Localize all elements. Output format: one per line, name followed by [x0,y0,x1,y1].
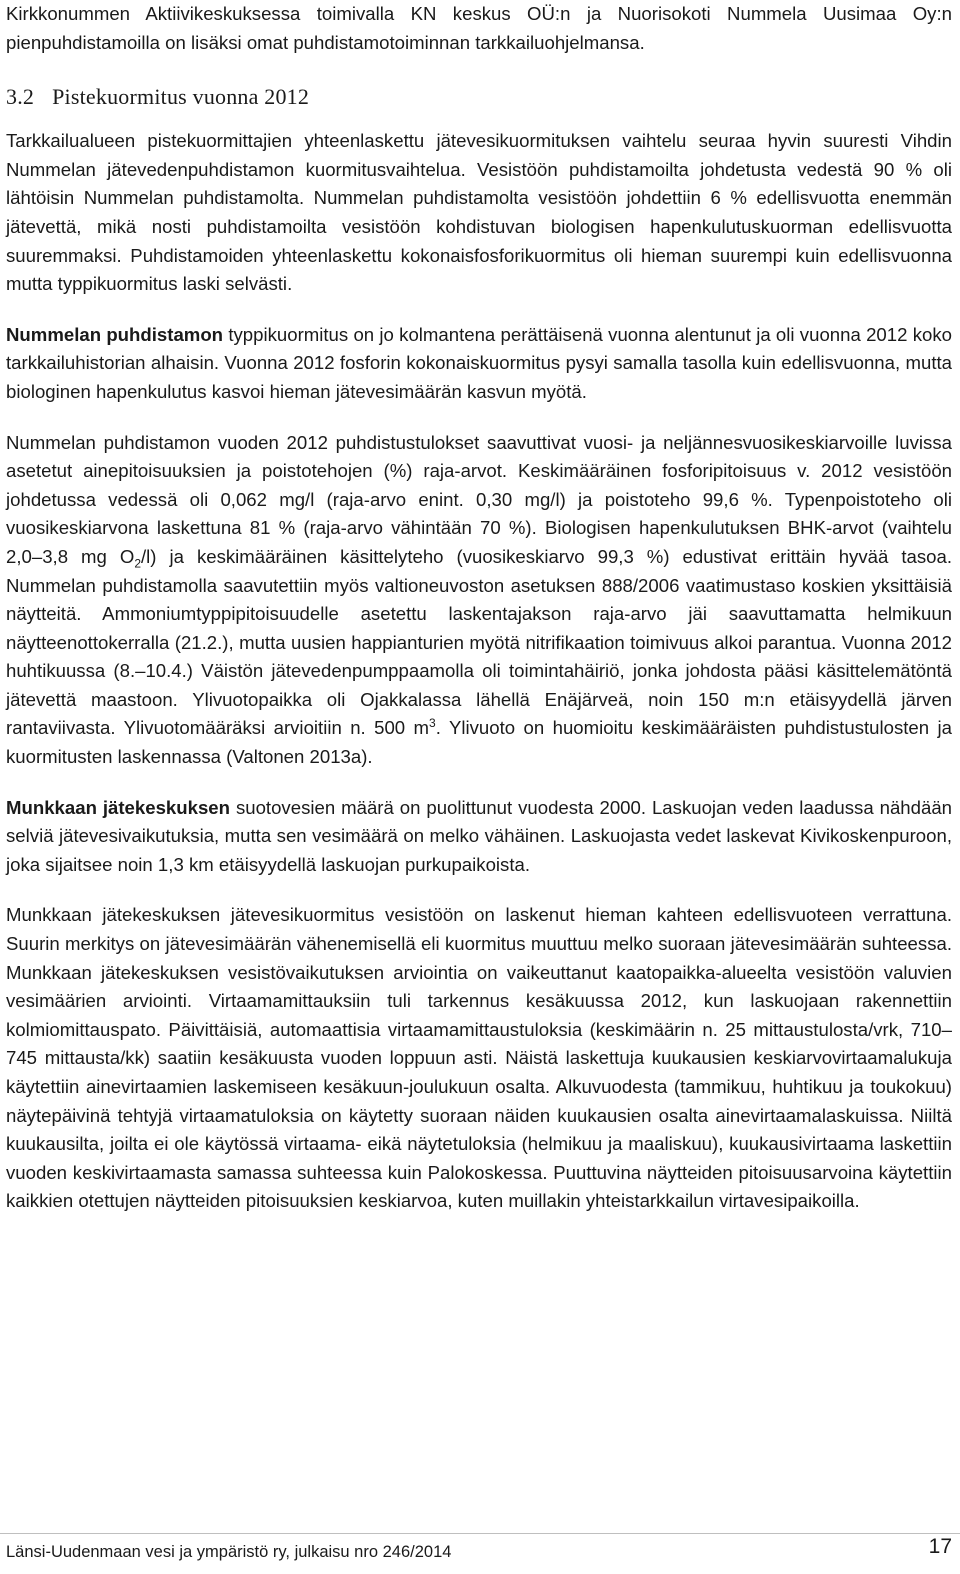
footer-publication: Länsi-Uudenmaan vesi ja ympäristö ry, julkaisu nro 246/2014 [6,1543,452,1561]
paragraph-puhdistustulokset [6,429,952,772]
document-page [6,0,952,1216]
footer-divider [0,1533,960,1534]
section-title: Pistekuormitus vuonna 2012 [52,84,310,110]
paragraph-munkkaan-jatekeskus [6,794,952,880]
paragraph-text: typpikuormitus on jo kolmantena perättäisenä vuonna alentunut ja oli vuonna 2012 koko tarkkailuhistorian alhaisin. Vuonna 2012 fosforin kokonaiskuormitus pysyi samalla tasolla kuin edellisvuonna, mutta biologinen hapenkulutus kasvoi hieman jätevesimäärän kasvun myötä. [6,323,952,402]
paragraph-text-b: /l) ja keskimääräinen käsittelyteho (vuosikeskiarvo 99,3 %) edustivat erittäin hyvää tasoa. Nummelan puhdistamolla saavutettiin myös valtioneuvoston asetuksen 888/2006 vaatimustaso koskien yksittäisiä näytteitä. Ammoniumtyppipitoisuudelle asetettu laskentajakson raja-arvo jäi saavuttamatta helmikuun näytteenottokerralla (21.2.), mutta uusien happianturien myötä nitrifikaation toimivuus alkoi parantua. Vuonna 2012 huhtikuussa (8.–10.4.) Väistön jätevedenpumppaamolla oli toimintahäiriö, jonka johdosta pääsi käsittelemätöntä jätevettä maastoon. Ylivuotopaikka oli Ojakkalassa lähellä Enäjärveä, noin 150 m:n etäisyydellä järven rantaviivasta. Ylivuotomääräksi arvioitiin n. 500 m [6,545,952,739]
paragraph-text-a: Nummelan puhdistamon vuoden 2012 puhdistustulokset saavuttivat vuosi- ja neljännesvuosikeskiarvoille luvissa asetetut ainepitoisuuksien ja poistotehojen (%) raja-arvot. Keskimääräinen fosforipitoisuus v. 2012 vesistöön johdetussa vedessä oli 0,062 mg/l (raja-arvo enint. 0,30 mg/l) ja poistoteho 99,6 %. Typenpoistoteho oli vuosikeskiarvona laskettuna 81 % (raja-arvo vähintään 70 %). Biologisen hapenkulutuksen BHK-arvot (vaihtelu 2,0–3,8 mg O [6,431,952,567]
intro-paragraph: Kirkkonummen Aktiivikeskuksessa toimivalla KN keskus OÜ:n ja Nuorisokoti Nummela Uusimaa Oy:n pienpuhdistamoilla on lisäksi omat puhdistamotoiminnan tarkkailuohjelmansa. [6,3,952,53]
section-heading [6,83,952,111]
paragraph-pistekuormitus: Tarkkailualueen pistekuormittajien yhteenlaskettu jätevesikuormituksen vaihtelu seuraa hyvin suuresti Vihdin Nummelan jätevedenpuhdistamon kuormitusvaihtelua. Vesistöön puhdistamoilta johdetusta vedestä 90 % oli lähtöisin Nummelan puhdistamolta. Nummelan puhdistamolta vesistöön johdettiin 6 % edellisvuotta enemmän jätevettä, mikä nosti puhdistamoilta vesistöön kohdistuvan biologisen hapenkulutuskuorman edellisvuotta suuremmaksi. Puhdistamoiden yhteenlaskettu kokonaisfosforikuormitus oli hieman suurempi kuin edellisvuonna mutta typpikuormitus laski selvästi. [6,130,952,295]
paragraph-jatevesikuormitus: Munkkaan jätekeskuksen jätevesikuormitus vesistöön on laskenut hieman kahteen edellisvuoteen verrattuna. Suurin merkitys on jätevesimäärän vähenemisellä eli kuormitus muuttuu melko suoraan jätevesimäärän suhteessa. Munkkaan jätekeskuksen vesistövaikutuksen arviointia on vaikeuttanut kaatopaikka-alueelta vesistöön valuvien vesimäärien arviointi. Virtaamamittauksiin tuli tarkennus kesäkuussa 2012, kun laskuojaan rakennettiin kolmiomittauspato. Päivittäisiä, automaattisia virtaamamittaustuloksia (keskimäärin n. 25 mittaustulosta/vrk, 710–745 mittausta/kk) saatiin kesäkuusta vuoden loppuun asti. Näistä laskettuja kuukausien keskiarvovirtaamalukuja käytettiin ainevirtaamien laskemiseen kesäkuun-joulukuun osalta. Alkuvuodesta (tammikuu, huhtikuu ja toukokuu) näytepäivinä tehtyjä virtaamatuloksia on käytetty suoraan näiden kuukausien osalta ainevirtaamalaskuissa. Niiltä kuukausilta, joilta ei ole käytössä virtaama- eikä näytetuloksia (helmikuu ja maaliskuu), kuukausivirtaama laskettiin vuoden keskivirtaamasta samassa suhteessa kuin Palokoskessa. Puuttuvina näytteiden pitoisuusarvoina käytettiin kaikkien otettujen näytteiden pitoisuuksien keskiarvoa, kuten muillakin yhteistarkkailun virtavesipaikoilla. [6,904,952,1212]
page-number: 17 [928,1535,952,1558]
paragraph-text: suotovesien määrä on puolittunut vuodesta 2000. Laskuojan veden laadussa nähdään selviä jätevesivaikutuksia, mutta sen vesimäärä on melko vähäinen. Laskuojasta vedet laskevat Kivikoskenpuroon, joka sijaitsee noin 1,3 km etäisyydellä laskuojan purkupaikoista. [6,796,953,875]
paragraph-nummelan-puhdistamo [6,321,952,407]
subscript: 2 [134,556,141,571]
bold-lead: Munkkaan jätekeskuksen [6,796,231,818]
section-number: 3.2 [6,84,35,110]
bold-lead: Nummelan puhdistamon [6,323,224,345]
paragraph-text-c: . Ylivuoto on huomioitu keskimääräisten puhdistustulosten ja kuormitusten laskennassa (Valtonen 2013a). [6,717,952,768]
superscript: 3 [429,716,436,731]
